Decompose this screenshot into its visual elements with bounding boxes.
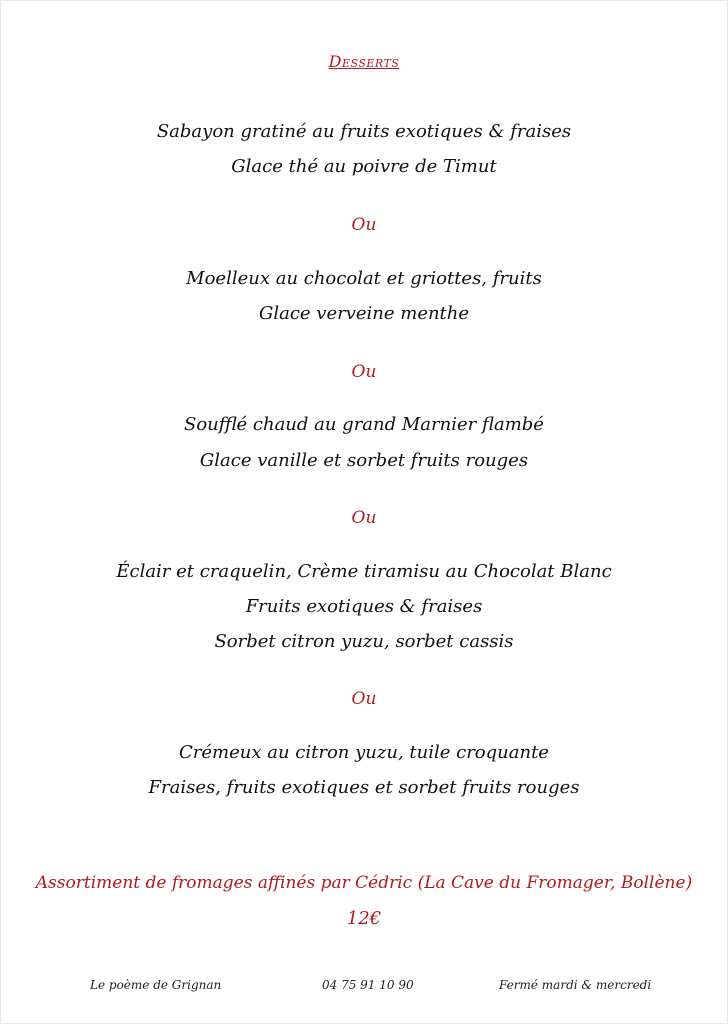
dessert-4-line-1: Éclair et craquelin, Crème tiramisu au Chocolat Blanc xyxy=(116,561,612,582)
dessert-2-line-2: Glace verveine menthe xyxy=(258,303,470,324)
dessert-2-line-1: Moelleux au chocolat et griottes, fruits xyxy=(186,268,542,289)
dessert-3-line-2: Glace vanille et sorbet fruits rouges xyxy=(199,450,529,471)
dessert-4-line-2: Fruits exotiques & fraises xyxy=(245,596,483,617)
section-title: Desserts xyxy=(328,52,400,71)
cheese-price: 12€ xyxy=(346,908,382,929)
dessert-5-line-1: Crémeux au citron yuzu, tuile croquante xyxy=(179,742,549,763)
dessert-3-line-1: Soufflé chaud au grand Marnier flambé xyxy=(184,414,544,435)
separator-2: Ou xyxy=(351,362,377,382)
cheese-label: Assortiment de fromages affinés par Cédric (La Cave du Fromager, Bollène) xyxy=(35,873,693,893)
footer-phone: 04 75 91 10 90 xyxy=(322,978,414,992)
dessert-1-line-1: Sabayon gratiné au fruits exotiques & fraises xyxy=(156,121,572,142)
footer-closing-days: Fermé mardi & mercredi xyxy=(499,978,652,992)
separator-1: Ou xyxy=(351,215,377,235)
separator-4: Ou xyxy=(351,689,377,709)
footer-restaurant-name: Le poème de Grignan xyxy=(90,978,222,992)
dessert-5-line-2: Fraises, fruits exotiques et sorbet fruits rouges xyxy=(148,777,580,798)
dessert-1-line-2: Glace thé au poivre de Timut xyxy=(231,156,497,177)
separator-3: Ou xyxy=(351,508,377,528)
dessert-4-line-3: Sorbet citron yuzu, sorbet cassis xyxy=(214,631,514,652)
